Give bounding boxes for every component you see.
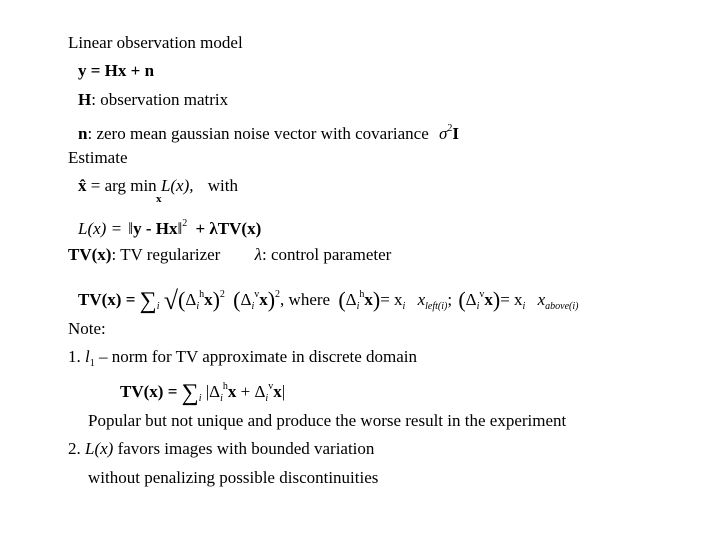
objective-rhs: + λTV(x) (195, 219, 262, 238)
x-left: x (417, 290, 426, 309)
note-heading: Note: (68, 319, 106, 338)
argmin-text: = arg min (90, 176, 157, 195)
square-2: 2 (275, 289, 281, 300)
sum-symbol: ∑ (139, 288, 157, 314)
tv-approx-delta-h-sub: i (220, 393, 223, 404)
equation-observation-model: y = Hx + n (78, 61, 155, 80)
delta-v-def-sup: v (479, 289, 485, 300)
equals-xi-1: = x (380, 290, 403, 309)
note-1-number: 1. (68, 347, 81, 366)
tv-formula: $TV(x) = \sum_i$ $√(\Delta_i^hx)^2$ $(\Delta_i^vx)^2$, where $(\Delta_i^hx)= x_i$ $x_{left(i)}$; $(\Delta_i^vx)= x_i$ $x_{above(i)}$ (78, 286, 579, 315)
lambda-description: : control parameter (261, 245, 392, 264)
note-2-L: L(x) (85, 439, 114, 458)
argmin-subscript: x (156, 193, 162, 205)
tv-approx-x-2: x (273, 382, 282, 401)
tv-symbol: TV(x) (68, 245, 112, 264)
where-text: , where (280, 290, 331, 309)
l1-subscript: 1 (89, 358, 95, 369)
semicolon: ; (447, 290, 453, 309)
delta-h-def-sub: i (356, 301, 360, 312)
tv-description: : TV regularizer (111, 245, 221, 264)
tv-approx-delta-v-sub: i (265, 393, 269, 404)
lambda-symbol: λ (254, 245, 262, 264)
x-left-sub: left(i) (425, 301, 448, 312)
delta-h-def: Δ (345, 290, 357, 309)
sigma-symbol: σ (439, 124, 448, 143)
delta-v-sup: v (254, 289, 260, 300)
objective-function: L(x) = ‖y - Hx‖$^2$ + λTV(x) (78, 218, 262, 238)
note-1 (68, 346, 417, 375)
x-symbol-4: x (484, 290, 493, 309)
tv-approx-sum-index: i (198, 393, 202, 404)
tv-approx-lhs: TV(x) = (120, 382, 178, 401)
note-1-text: – norm for TV approximate in discrete domain (98, 347, 418, 366)
tv-formula-lhs: TV(x) = (78, 290, 136, 309)
norm-exponent: 2 (182, 218, 188, 229)
n-definition (78, 118, 459, 145)
tv-approx-delta-h: Δ (209, 382, 221, 401)
h-description: : observation matrix (91, 90, 229, 109)
tv-approx-formula: $TV(x) = \sum_i$ $|\Delta_i^hx + \Delta_i^vx|$ (120, 380, 286, 406)
x-symbol-2: x (259, 290, 268, 309)
equals-xi-2: = x (500, 290, 523, 309)
delta-v-def-sub: i (476, 301, 480, 312)
heading-linear-model: Linear observation model (68, 33, 243, 52)
popular-remark: Popular but not unique and produce the worse result in the experiment (88, 411, 567, 430)
with-text: with (207, 176, 238, 195)
heading-estimate: Estimate (68, 148, 128, 167)
delta-h-sup: h (199, 289, 205, 300)
tv-approx-delta-h-sup: h (222, 381, 228, 392)
n-symbol: n (78, 124, 88, 143)
square-1: 2 (219, 289, 225, 300)
x-above-sub: above(i) (545, 301, 579, 312)
objective-lhs: L(x) = (78, 219, 123, 238)
tv-approx-x-1: x (227, 382, 237, 401)
h-symbol: H (78, 90, 92, 109)
delta-v: Δ (240, 290, 252, 309)
delta-v-def: Δ (465, 290, 477, 309)
h-definition (78, 89, 228, 111)
delta-v-sub: i (251, 301, 255, 312)
n-description: : zero mean gaussian noise vector with covariance (87, 124, 429, 143)
tv-definition-line (68, 244, 391, 266)
x-above: x (537, 290, 546, 309)
objective-term: L(x), (160, 176, 194, 195)
xi-sub-2: i (522, 301, 526, 312)
x-symbol-1: x (204, 290, 213, 309)
residual-norm: y - Hx (133, 219, 178, 238)
tv-approx-delta-v: Δ (254, 382, 266, 401)
x-hat: x̂ (78, 176, 87, 195)
tv-approx-sum: ∑ (181, 380, 199, 406)
note-2-text: favors images with bounded variation (117, 439, 375, 458)
note-2-number: 2. (68, 439, 81, 458)
xi-sub-1: i (402, 301, 406, 312)
tv-approx-delta-v-sup: v (268, 381, 274, 392)
delta-h-def-sup: h (359, 289, 365, 300)
x-symbol-3: x (364, 290, 373, 309)
l1-symbol: l (85, 347, 90, 366)
sum-index: i (156, 301, 160, 312)
sqrt-symbol: √ (163, 286, 179, 315)
delta-h-sub: i (196, 301, 200, 312)
sigma-exponent: 2 (447, 123, 453, 134)
identity-symbol: I (452, 124, 460, 143)
note-2-continuation: without penalizing possible discontinuities (88, 468, 379, 487)
delta-h: Δ (185, 290, 197, 309)
note-2 (68, 438, 374, 460)
